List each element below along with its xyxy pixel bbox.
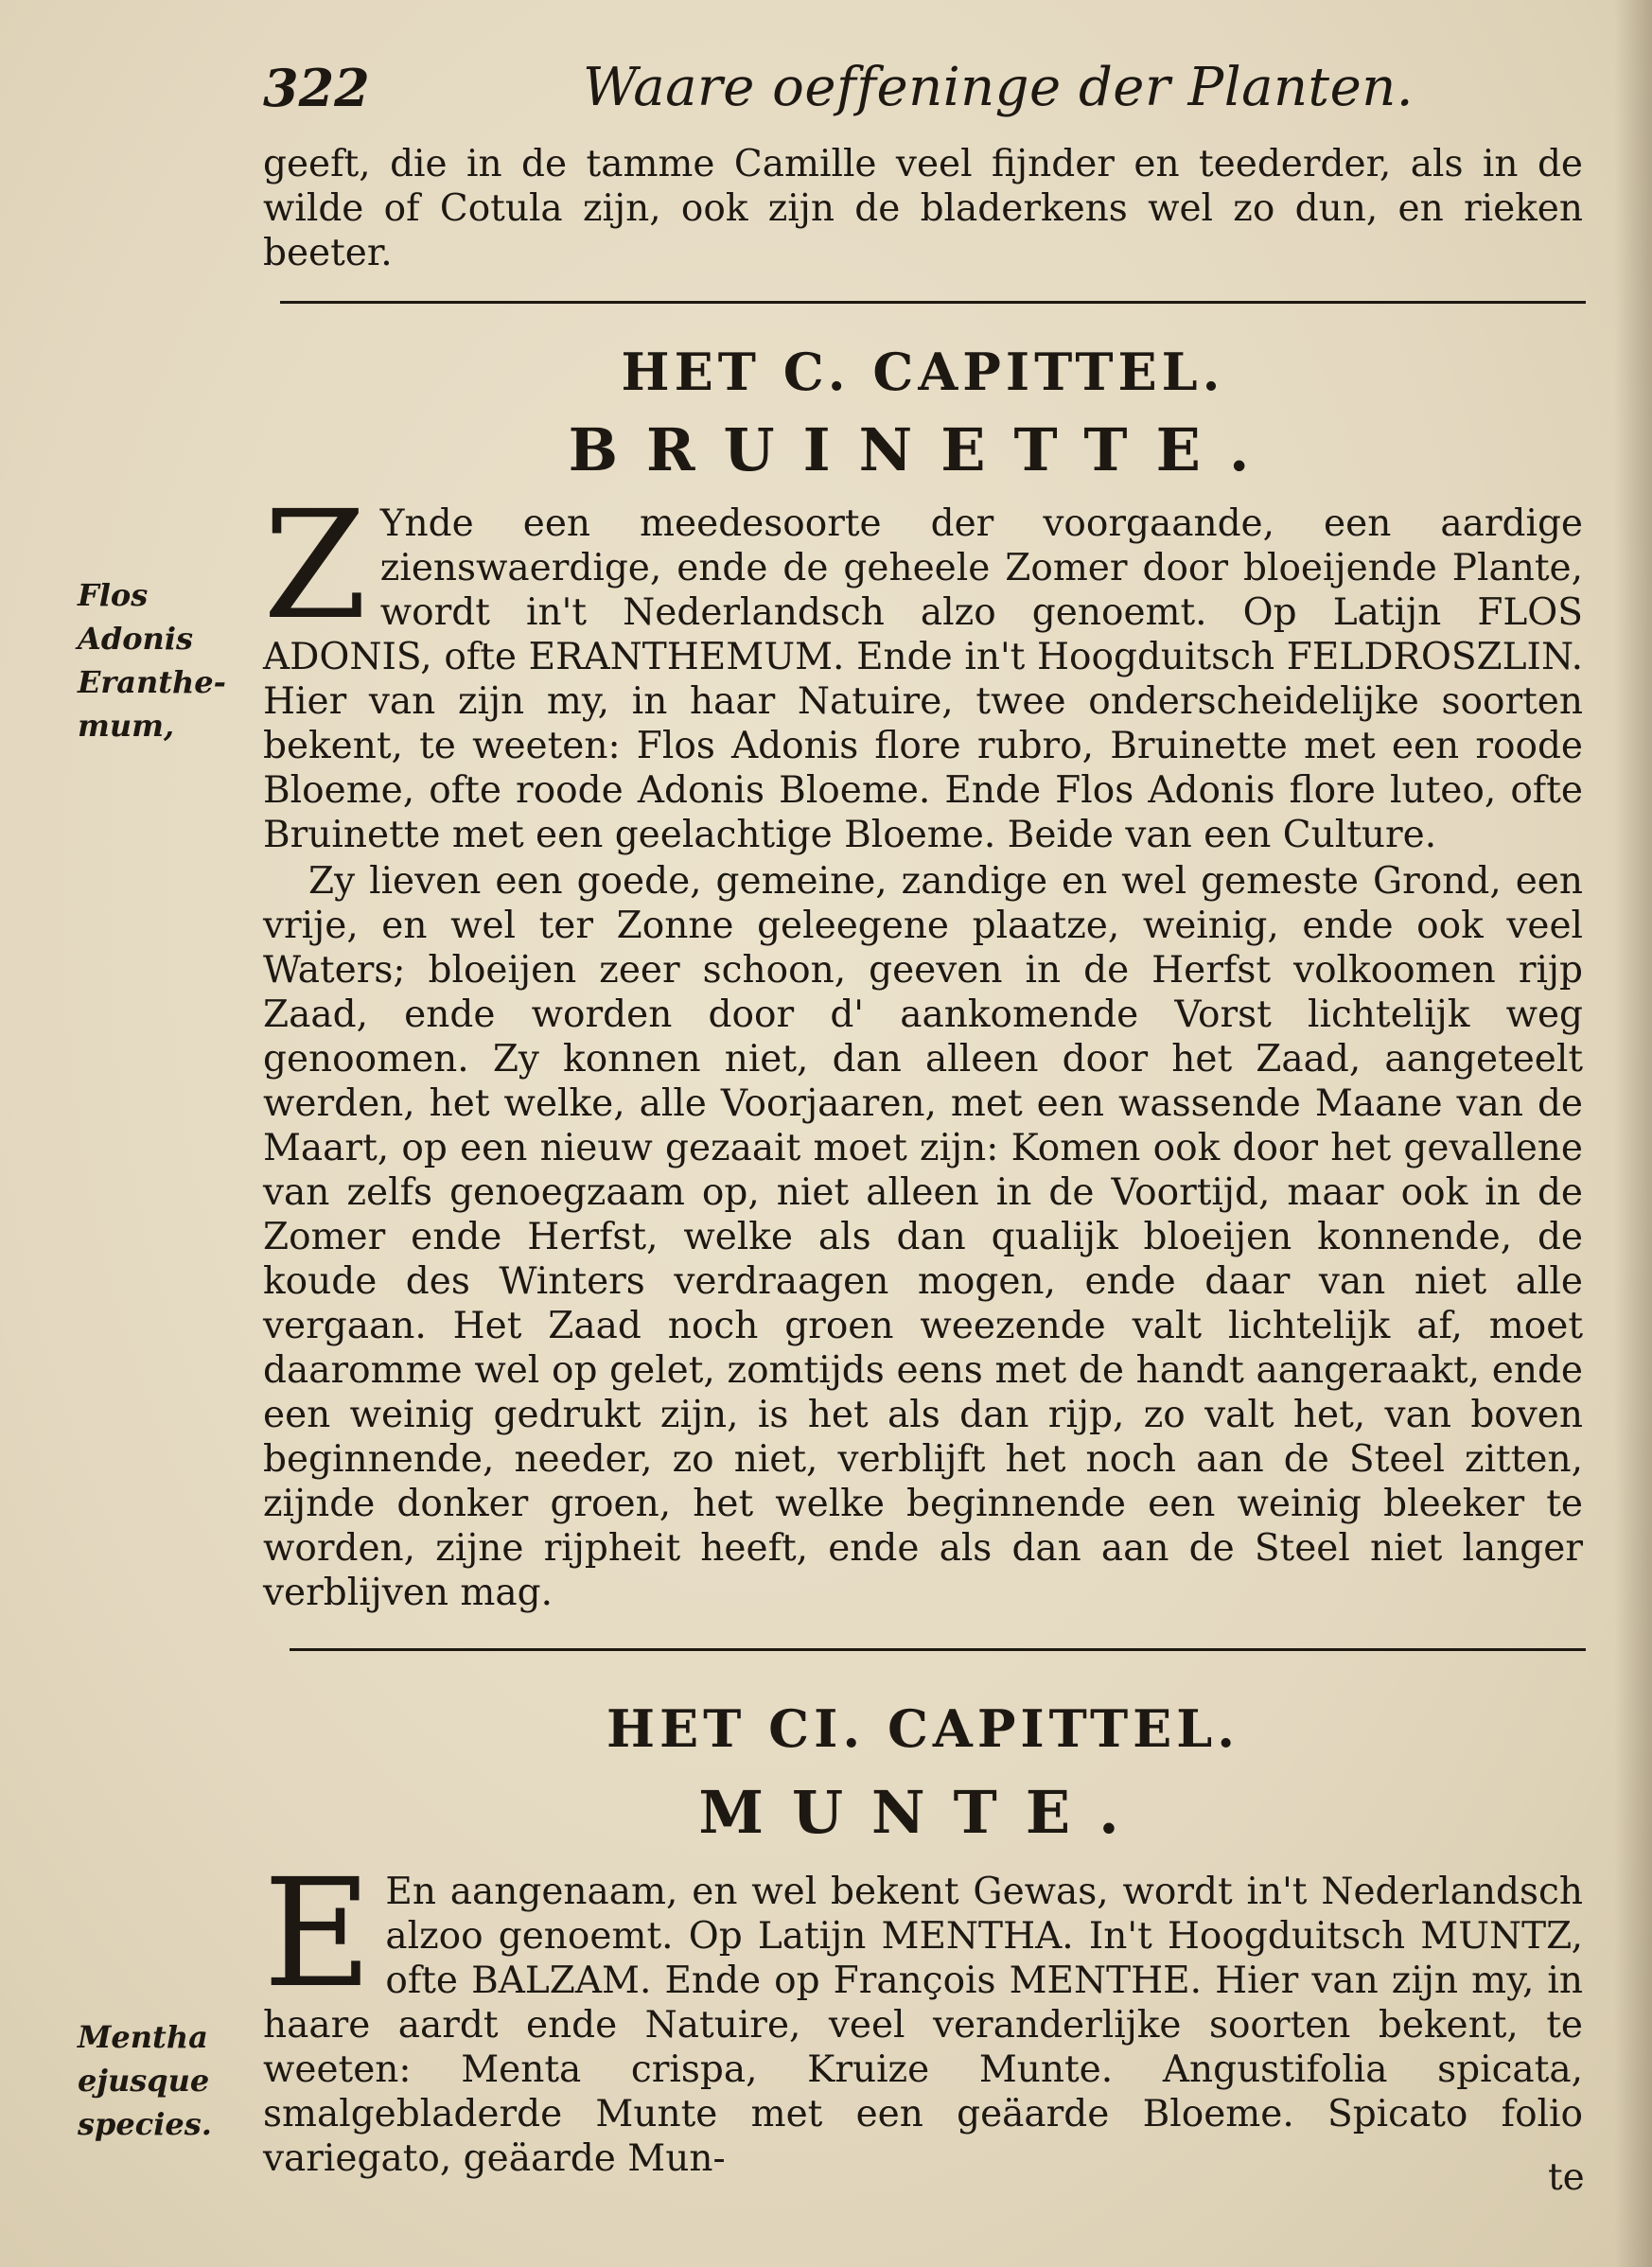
page-edge-shadow <box>1614 0 1652 2267</box>
running-head <box>263 55 1588 121</box>
carryover-paragraph: geeft, die in de tamme Camille veel fijnder en teederder, als in de wilde of Cotula zijn, ook zijn de bladerkens wel zo dun, en rieken beeter. <box>263 143 1583 274</box>
chapter-ci-body <box>263 1847 1583 2183</box>
page-number: 322 <box>263 58 370 118</box>
margin-note-mentha: Mentha ejusque species. <box>78 2019 212 2142</box>
chapter-c-paragraph-2: Zy lieven een goede, gemeine, zandige en wel gemeste Grond, een vrije, en wel ter Zonne geleegene plaatze, weinig, ende ook veel Waters; bloeijen zeer schoon, geeven in de Herfst volkoomen rijp Zaad, ende worden door d' aankomende Vorst lichtelijk weg genoomen. Zy konnen niet, dan alleen door het Zaad, aangeteelt werden, het welke, alle Voorjaaren, met een wassende Maane van de Maart, op een nieuw gezaait moet zijn: Komen ook door het gevallene van zelfs genoegzaam op, niet alleen in de Voortijd, maar ook in de Zomer ende Herfst, welke als dan qualijk bloeijen konnende, de koude des Winters verdraagen mogen, ende daar van niet alle vergaan. Het Zaad noch groen weezende valt lichtelijk af, moet daaromme wel op gelet, zomtijds eens met de handt aangeraakt, ende een weinig gedrukt zijn, is het als dan rijp, zo valt het, van boven beginnende, needer, zo niet, verblijft het noch aan de Steel zitten, zijnde donker groen, het welke beginnende een weinig bleeker te worden, zijne rijpheit heeft, ende als dan aan de Steel niet langer verblijven mag. <box>263 860 1583 1614</box>
chapter-c-paragraph-1 <box>263 479 1583 857</box>
chapter-ci-paragraph-1-text: En aangenaam, en wel bekent Gewas, wordt in't Nederlandsch alzoo genoemt. Op Latijn MENTHA. In't Hoogduitsch MUNTZ, ofte BALZAM. Ende op François MENTHE. Hier van zijn my, in haare aardt ende Natuire, veel veranderlijke soorten bekent, te weeten: Menta crispa, Kruize Munte. Angustifolia spicata, smalgebladerde Munte met een geäarde Bloeme. Spicato folio variegato, geäarde Mun- <box>263 1871 1583 2180</box>
chapter-c-body <box>263 479 1583 1617</box>
running-title: Waare oeffeninge der Planten. <box>583 57 1415 118</box>
dropcap-e: E <box>263 1847 373 2021</box>
chapter-ci-plant-name: MUNTE. <box>698 1778 1148 1847</box>
chapter-c-heading: HET C. CAPITTEL. <box>621 342 1225 402</box>
margin-note-flos-adonis: Flos Adonis Eranthe-mum, <box>78 577 226 744</box>
chapter-ci-heading: HET CI. CAPITTEL. <box>606 1698 1240 1759</box>
chapter-ci-paragraph-1 <box>263 1847 1583 2181</box>
chapter-c-paragraph-1-text: Ynde een meedesoorte der voorgaande, een aardige zienswaerdige, ende de geheele Zomer door bloeijende Plante, wordt in't Nederlandsch alzo genoemt. Op Latijn FLOS ADONIS, ofte ERANTHEMUM. Ende in't Hoogduitsch FELDROSZLIN. Hier van zijn my, in haar Natuire, twee onderscheidelijke soorten bekent, te weeten: Flos Adonis flore rubro, Bruinette met een roode Bloeme, ofte roode Adonis Bloeme. Ende Flos Adonis flore luteo, ofte Bruinette met een geelachtige Bloeme. Beide van een Culture. <box>263 502 1583 856</box>
dropcap-z: Z <box>263 479 367 653</box>
section-rule-middle <box>290 1648 1586 1651</box>
section-rule-top <box>280 301 1586 304</box>
chapter-c-plant-name: BRUINETTE. <box>568 415 1278 484</box>
catchword: te <box>1548 2156 1585 2199</box>
